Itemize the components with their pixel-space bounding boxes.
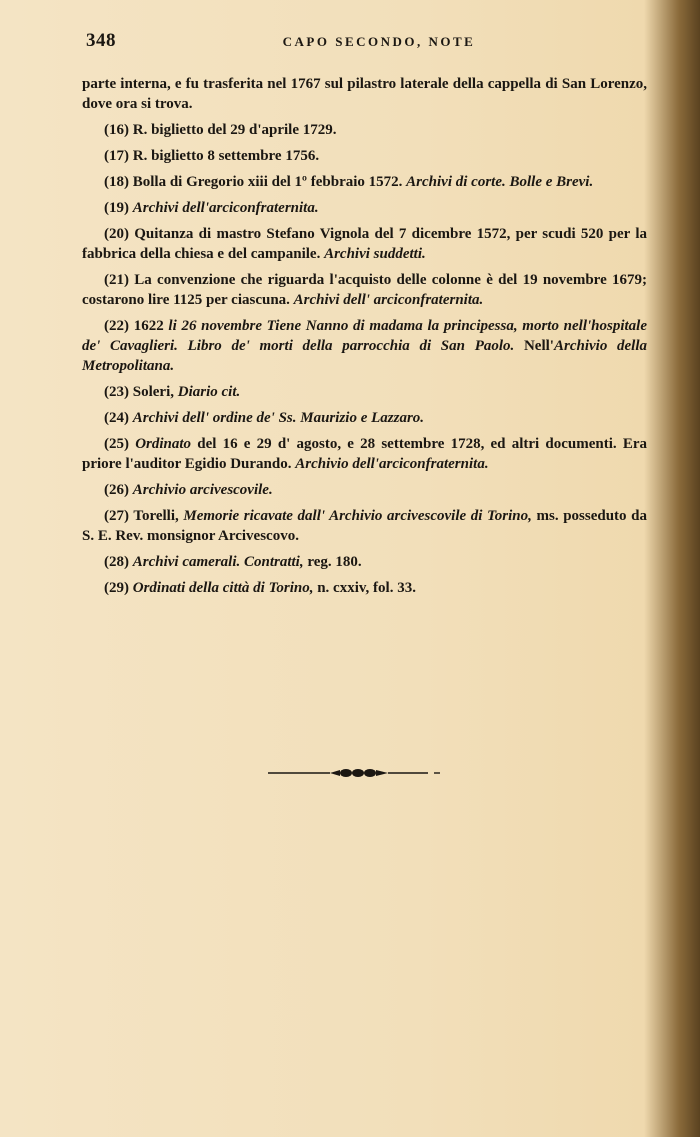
- note-text: reg. 180.: [303, 554, 362, 570]
- note-17: [82, 146, 647, 166]
- note-text: (22) 1622: [104, 318, 169, 334]
- note-text: (17) R. biglietto 8 settembre 1756.: [104, 148, 320, 164]
- note-italic-text: Archivio arcivescovile.: [132, 482, 273, 498]
- page-number: 348: [86, 30, 116, 51]
- note-text: (26): [104, 482, 133, 498]
- note-text: (24): [104, 410, 133, 426]
- note-text: (21) La convenzione che riguarda l'acquisto delle colonne è del 19 novembre 1679; costarono lire 1125 per ciascuna.: [82, 272, 647, 308]
- note-19: [82, 198, 647, 218]
- end-ornament-divider: [268, 765, 443, 781]
- note-22: [82, 316, 647, 376]
- note-text: (29): [104, 580, 133, 596]
- note-18: [82, 172, 647, 192]
- note-italic-text: Archivio della Metropolitana.: [82, 338, 648, 374]
- note-text: n. cxxiv, fol. 33.: [313, 580, 416, 596]
- note-italic-text: Memorie ricavate dall' Archivio arcivescovile di Torino,: [183, 508, 532, 524]
- note-italic-text: Archivio dell'arciconfraternita.: [295, 456, 489, 472]
- note-text: (19): [104, 200, 133, 216]
- note-italic-text: Archivi dell' arciconfraternita.: [293, 292, 484, 308]
- note-italic-text: Archivi di corte. Bolle e Brevi.: [406, 174, 594, 190]
- note-text: (20) Quitanza di mastro Stefano Vignola del 7 dicembre 1572, per scudi 520 per la fabbrica della chiesa e del campanile.: [82, 226, 647, 262]
- note-23: [82, 382, 647, 402]
- note-20: [82, 224, 647, 264]
- note-24: [82, 408, 647, 428]
- note-text: ms. posseduto da S. E. Rev. monsignor Arcivescovo.: [82, 508, 647, 544]
- note-26: [82, 480, 647, 500]
- note-29: [82, 578, 647, 598]
- note-text: (27) Torelli,: [104, 508, 184, 524]
- note-text: (16) R. biglietto del 29 d'aprile 1729.: [104, 122, 337, 138]
- page-header: [86, 30, 642, 54]
- footnotes-block: [82, 74, 647, 604]
- note-27: [82, 506, 647, 546]
- note-italic-text: Ordinati della città di Torino,: [132, 580, 314, 596]
- note-italic-text: Archivi dell' ordine de' Ss. Maurizio e Lazzaro.: [132, 410, 425, 426]
- note-text: Nell': [514, 338, 554, 354]
- note-text: (25): [104, 436, 136, 452]
- note-text: (18) Bolla di Gregorio xiii del 1º febbraio 1572.: [104, 174, 407, 190]
- note-text: del 16 e 29 d' agosto, e 28 settembre 1728, ed altri documenti. Era priore l'auditor Egidio Durando.: [82, 436, 647, 472]
- note-text: (28): [104, 554, 133, 570]
- note-16: [82, 120, 647, 140]
- note-italic-text: Archivi suddetti.: [324, 246, 426, 262]
- note-text: parte interna, e fu trasferita nel 1767 sul pilastro laterale della cappella di San Lorenzo, dove ora si trova.: [82, 76, 647, 112]
- note-italic-text: Diario cit.: [177, 384, 241, 400]
- note-italic-text: Archivi camerali. Contratti,: [132, 554, 304, 570]
- note-25: [82, 434, 647, 474]
- note-continuation: [82, 74, 647, 114]
- note-italic-text: Archivi dell'arciconfraternita.: [132, 200, 319, 216]
- note-italic-text: Ordinato: [135, 436, 192, 452]
- note-28: [82, 552, 647, 572]
- note-italic-text: li 26 novembre Tiene Nanno di madama la principessa, morto nell'hospitale de' Cavaglieri. Libro de' morti della parrocchia di San Paolo.: [82, 318, 647, 354]
- running-head: CAPO SECONDO, NOTE: [282, 34, 476, 49]
- note-text: (23) Soleri,: [104, 384, 178, 400]
- note-21: [82, 270, 647, 310]
